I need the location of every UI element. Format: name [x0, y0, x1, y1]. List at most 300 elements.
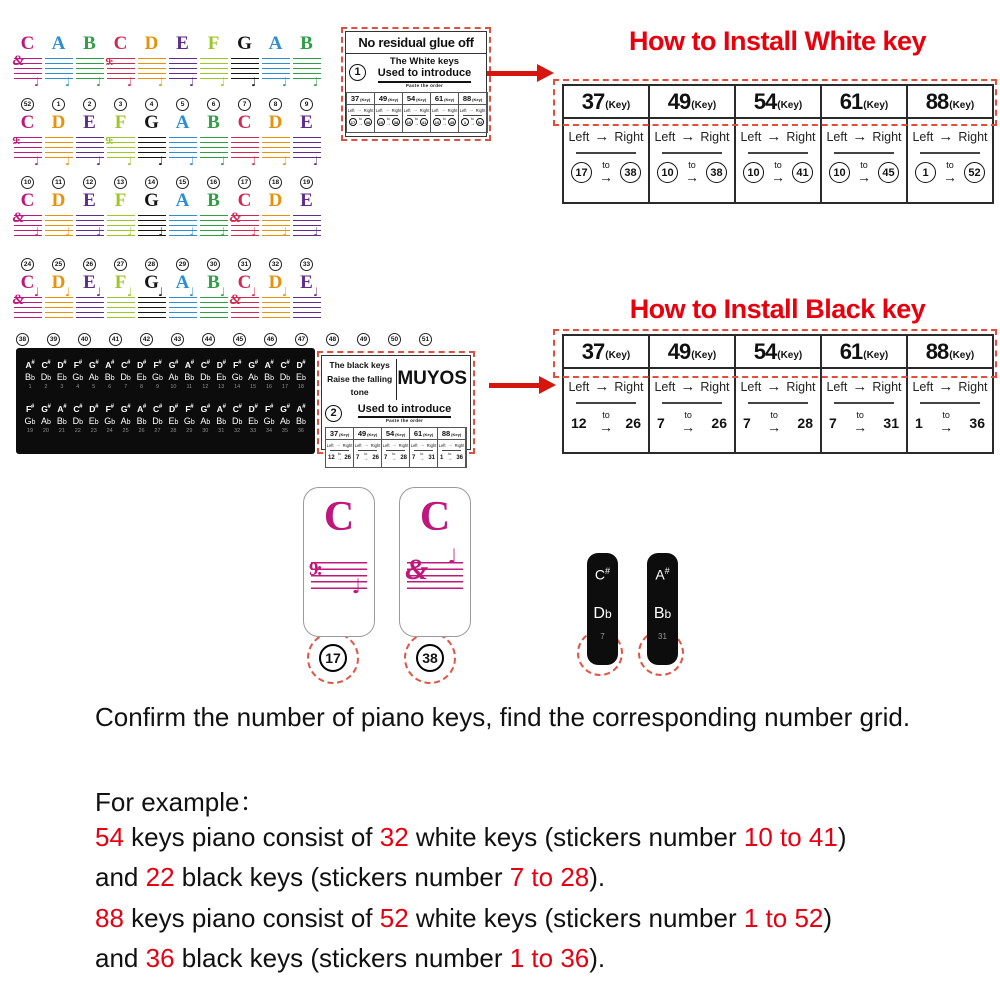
black-mini-grid — [325, 427, 467, 468]
sharp-label: F# — [233, 359, 242, 370]
arrow-icon: → — [391, 455, 397, 462]
right-arrow-icon: → — [594, 378, 610, 395]
note-letter: D — [51, 272, 66, 293]
sticker-number-badge: 26 — [83, 258, 96, 271]
to-label: to — [684, 410, 692, 420]
to-arrow — [391, 453, 396, 462]
white-sheet-cell — [43, 98, 74, 168]
install-cell — [375, 105, 402, 132]
black-sticker-cell — [134, 360, 150, 391]
white-sheet-cell — [43, 33, 74, 89]
sticker-range-row — [822, 411, 906, 434]
example-highlight: 22 — [145, 862, 175, 892]
sticker-number: 25 — [122, 428, 129, 435]
to-arrow — [414, 118, 419, 127]
right-arrow-icon: → — [335, 442, 341, 449]
black-sticker-cell — [22, 404, 38, 435]
sharp-label: D# — [137, 359, 146, 370]
black-sticker-cell — [277, 360, 293, 391]
divider-line — [920, 402, 980, 404]
install-cell — [403, 105, 430, 132]
note-icon: ♩ — [126, 225, 133, 239]
for-example-label: For example： — [95, 787, 266, 817]
key-count: 37 — [581, 88, 605, 114]
staff-lines — [231, 137, 259, 168]
note-letter: C — [20, 33, 35, 54]
sticker-number: 34 — [265, 428, 273, 435]
note-icon: ♩ — [281, 225, 288, 239]
sticker-number-badge: 16 — [207, 176, 220, 189]
range-end: 45 — [449, 119, 455, 125]
divider-line — [379, 115, 398, 116]
flat-label: Gb — [24, 416, 36, 427]
black-sticker-cell — [245, 404, 261, 435]
white-sheet-cell — [74, 176, 105, 239]
left-right-row — [650, 378, 734, 395]
range-end: 38 — [706, 162, 727, 183]
white-sheet-cell — [74, 258, 105, 318]
install-table-column — [822, 336, 908, 452]
divider-line — [576, 402, 636, 404]
sticker-range-row — [908, 161, 992, 184]
sticker-number: 29 — [186, 428, 193, 435]
black-install-table — [562, 334, 994, 454]
range-start: 7 — [657, 414, 665, 431]
staff-lines — [138, 215, 166, 239]
key-count: 54 — [385, 429, 395, 439]
flat-label: Db — [231, 416, 243, 427]
right-label: Right — [370, 442, 381, 448]
to-arrow — [681, 411, 695, 434]
note-letter: D — [51, 190, 66, 211]
note-icon: ♩ — [64, 75, 71, 89]
install-table-column — [347, 93, 375, 132]
left-label: Left — [347, 107, 355, 113]
sticker-number-badge: 45 — [233, 333, 246, 346]
right-arrow-icon: → — [852, 128, 868, 145]
note-icon: ♩ — [281, 285, 288, 299]
to-label: to — [415, 117, 418, 121]
to-label: to — [770, 410, 778, 420]
key-count-header — [736, 86, 820, 119]
key-count-header — [326, 428, 353, 440]
bass-clef-icon: 9: — [105, 56, 113, 68]
white-sheet-cell — [12, 98, 43, 168]
sharp-label: G# — [248, 359, 258, 370]
sticker-number-badge: 5 — [176, 98, 189, 111]
install-table-column — [736, 336, 822, 452]
key-count-header — [382, 428, 409, 440]
staff-lines — [169, 215, 197, 239]
to-label: to — [364, 452, 368, 457]
range-start: 7 — [829, 414, 837, 431]
note-letter: E — [83, 112, 96, 133]
key-count: 61 — [839, 88, 863, 114]
range-start: 1 — [461, 118, 469, 126]
note-icon: ♩ — [95, 75, 102, 89]
sticker-range-row — [403, 118, 430, 127]
white-sheet-row — [12, 33, 322, 89]
example-line-4 — [95, 943, 605, 974]
sticker-range-row — [908, 411, 992, 434]
sharp-label: F# — [185, 403, 194, 414]
divider-line — [386, 450, 405, 451]
right-arrow-icon: → — [766, 378, 782, 395]
sticker-number: 10 — [170, 384, 177, 391]
sharp-label: C# — [280, 359, 290, 370]
staff-lines — [169, 137, 197, 168]
staff-lines — [138, 137, 166, 168]
white-sheet-cell — [291, 176, 322, 239]
sticker-range-row — [382, 453, 409, 462]
key-count-header — [410, 428, 437, 440]
left-right-row — [908, 128, 992, 145]
flat-label: Bb — [295, 416, 306, 427]
sharp-label: D# — [216, 359, 226, 370]
range-start: 1 — [440, 454, 444, 461]
sticker-number-badge: 49 — [357, 333, 370, 346]
install-cell — [459, 105, 486, 132]
sticker-number-badge: 9 — [300, 98, 313, 111]
black-sticker-cell — [165, 360, 181, 391]
note-icon: ♩ — [219, 225, 226, 239]
flat-label: Db — [279, 372, 291, 383]
key-suffix: (Key) — [691, 349, 717, 361]
staff-lines — [76, 58, 104, 89]
to-arrow — [599, 411, 613, 434]
sticker-number-badge: 6 — [207, 98, 220, 111]
flat-label: Bb — [25, 372, 35, 383]
sharp-label: A# — [137, 403, 146, 414]
sticker-number: 12 — [202, 384, 209, 391]
install-cell — [347, 105, 374, 132]
staff-lines — [200, 137, 228, 168]
right-arrow-icon: → — [363, 442, 369, 449]
flat-label: Gb — [231, 372, 243, 383]
sharp-label: D# — [168, 403, 178, 414]
left-right-row — [822, 378, 906, 395]
divider-line — [834, 402, 894, 404]
right-label: Right — [700, 379, 730, 394]
to-label: to — [602, 160, 610, 170]
flat-label: Eb — [216, 372, 227, 383]
to-label: to — [387, 117, 390, 121]
arrow-icon: → — [685, 169, 699, 185]
sticker-range-row — [431, 118, 458, 127]
sticker-number: 30 — [202, 428, 209, 435]
example-text: ) — [823, 903, 833, 933]
note-icon: ♩ — [33, 75, 40, 89]
install-table-column — [564, 336, 650, 452]
black-sticker-cell — [102, 360, 118, 391]
sticker-number-badge: 52 — [21, 98, 34, 111]
key-count: 49 — [667, 338, 691, 364]
arrow-icon: → — [419, 455, 425, 462]
sticker-number-highlight — [307, 632, 359, 684]
sharp-label: G# — [120, 403, 131, 414]
note-letter: B — [207, 272, 220, 293]
arrow-icon: → — [853, 419, 868, 435]
left-label: Left — [438, 442, 446, 448]
example-highlight: 1 to 52 — [743, 903, 824, 933]
flat-label: Ab — [248, 372, 259, 383]
example-highlight: 32 — [379, 822, 409, 852]
sticker-range-row — [459, 118, 486, 127]
white-sheet-cell — [105, 98, 136, 168]
note-letter: D — [144, 33, 159, 54]
left-right-row — [564, 378, 648, 395]
note-icon: ♩ — [219, 75, 226, 89]
flat-label: Bb — [136, 416, 147, 427]
divider-line — [414, 450, 433, 451]
sharp-label: A# — [25, 359, 35, 370]
left-right-row — [438, 442, 465, 448]
sticker-range-row — [438, 453, 465, 462]
key-count-header — [650, 336, 734, 369]
sticker-number-badge: 50 — [388, 333, 401, 346]
white-sheet-cell — [136, 33, 167, 89]
sticker-number: 13 — [218, 384, 225, 391]
to-arrow — [685, 161, 699, 184]
white-sheet-cell — [167, 258, 198, 318]
left-right-row — [431, 107, 458, 113]
right-arrow-icon: → — [938, 128, 954, 145]
white-sheet-cell — [291, 98, 322, 168]
left-label: Left — [912, 379, 934, 394]
note-icon: ♩ — [157, 285, 164, 299]
staff-lines — [105, 56, 135, 89]
note-letter: C — [237, 272, 252, 293]
black-keys-labels — [325, 359, 397, 400]
sticker-number-badge: 27 — [114, 258, 127, 271]
to-arrow — [419, 453, 424, 462]
right-label: Right — [363, 107, 374, 113]
sticker-number: 4 — [76, 384, 80, 391]
sharp-label: G# — [280, 403, 290, 414]
install-table-column — [650, 86, 736, 202]
black-sticker-sample-asharp — [647, 553, 678, 665]
install-cell — [908, 369, 992, 452]
confirm-caption: Confirm the number of piano keys, find the corresponding number grid. — [95, 702, 911, 732]
black-sticker-cell — [86, 404, 102, 435]
black-sticker-cell — [213, 404, 229, 435]
install-table-column — [908, 86, 992, 202]
right-label: Right — [454, 442, 465, 448]
black-sticker-cell — [229, 404, 245, 435]
sticker-number-badge: 46 — [264, 333, 277, 346]
note-icon: ♩ — [64, 154, 71, 168]
right-label: Right — [614, 379, 644, 394]
note-icon: ♩ — [312, 285, 319, 299]
sticker-number: 26 — [138, 428, 145, 435]
install-table-column — [459, 93, 487, 132]
note-letter: F — [207, 33, 220, 54]
sticker-range-row — [410, 453, 437, 462]
white-sheet-cell — [167, 33, 198, 89]
note-icon: ♩ — [188, 154, 195, 168]
install-white-title: How to Install White key — [628, 26, 927, 56]
sticker-number-badge: 31 — [238, 258, 251, 271]
to-label: to — [443, 117, 446, 121]
sticker-range-row — [650, 161, 734, 184]
treble-clef-icon: & — [229, 292, 242, 308]
range-end: 26 — [625, 414, 641, 431]
muyos-logo: MUYOS — [397, 368, 467, 390]
white-sheet-cell — [198, 98, 229, 168]
range-end: 26 — [711, 414, 727, 431]
note-letter: G — [144, 190, 159, 211]
install-table-column — [403, 93, 431, 132]
sharp-label: C# — [200, 359, 210, 370]
divider-line — [435, 115, 454, 116]
sticker-number-badge: 19 — [300, 176, 313, 189]
note-letter: D — [268, 272, 283, 293]
key-suffix: (Key) — [605, 349, 631, 361]
note-icon: ♩ — [312, 225, 319, 239]
left-right-row — [354, 442, 381, 448]
sticker-range-row — [736, 411, 820, 434]
example-text: ). — [589, 943, 606, 973]
key-count: 54 — [753, 88, 777, 114]
note-letter: G — [144, 112, 159, 133]
to-label: to — [420, 452, 424, 457]
right-arrow-icon: → — [419, 442, 425, 449]
staff-lines — [200, 215, 228, 239]
white-sheet-cell — [260, 258, 291, 318]
left-right-row — [403, 107, 430, 113]
key-suffix: (Key) — [949, 349, 975, 361]
divider-line — [358, 450, 377, 451]
left-right-row — [908, 378, 992, 395]
black-sticker-cell — [118, 404, 134, 435]
to-label: to — [774, 160, 782, 170]
note-letter: B — [83, 33, 96, 54]
note-letter: A — [175, 272, 190, 293]
key-suffix: (Key) — [863, 99, 889, 111]
staff-lines — [45, 137, 73, 168]
arrow-icon: → — [442, 120, 447, 127]
note-letter: B — [207, 112, 220, 133]
install-table-column — [326, 428, 354, 467]
note-letter: C — [20, 272, 35, 293]
sticker-number: 23 — [90, 428, 97, 435]
sticker-range-row — [326, 453, 353, 462]
white-sheet-cell — [198, 176, 229, 239]
note-icon: ♩ — [33, 154, 40, 168]
to-arrow — [857, 161, 871, 184]
key-count-header — [403, 93, 430, 105]
sharp-label: G# — [200, 403, 210, 414]
sticker-number-badge: 24 — [21, 258, 34, 271]
sharp-label: C# — [121, 359, 131, 370]
white-sheet-cell — [43, 258, 74, 318]
to-arrow — [363, 453, 368, 462]
sharp-label: C# — [41, 359, 51, 370]
sharp-label: C# — [73, 403, 83, 414]
right-label: Right — [391, 107, 402, 113]
staff-lines — [45, 58, 73, 89]
note-letter: E — [300, 272, 313, 293]
key-count: 49 — [378, 94, 388, 103]
white-sheet-cell — [136, 258, 167, 318]
divider-line — [576, 152, 636, 154]
staff-lines — [200, 58, 228, 89]
sharp-label: D# — [89, 403, 99, 414]
note-letter: D — [268, 190, 283, 211]
right-arrow-icon: → — [680, 128, 696, 145]
to-label: to — [602, 410, 610, 420]
note-icon: ♩ — [219, 285, 226, 299]
to-label: to — [471, 117, 474, 121]
key-suffix: (Key) — [367, 432, 378, 438]
key-count-header — [650, 86, 734, 119]
arrow-shaft — [489, 383, 539, 388]
arrow-icon: → — [447, 455, 453, 462]
arrow-icon: → — [771, 169, 785, 185]
key-count-header — [431, 93, 458, 105]
sticker-number-badge: 3 — [114, 98, 127, 111]
install-cell — [908, 119, 992, 202]
sharp-label: A# — [296, 403, 306, 414]
sticker-number: 8 — [140, 384, 144, 391]
sticker-number-badge: 42 — [140, 333, 153, 346]
left-label: Left — [740, 379, 762, 394]
black-sticker-cell — [54, 404, 70, 435]
staff-lines — [262, 137, 290, 168]
key-suffix: (Key) — [360, 97, 371, 102]
sharp-label: F# — [265, 403, 273, 414]
note-icon: ♩ — [447, 544, 457, 568]
install-cell — [822, 369, 906, 452]
sticker-number: 3 — [60, 384, 64, 391]
right-label: Right — [786, 129, 816, 144]
black-sticker-cell — [118, 360, 134, 391]
sticker-number-badge: 40 — [78, 333, 91, 346]
black-sticker-cell — [54, 360, 70, 391]
step-texts — [366, 56, 483, 88]
black-keys-intro-inner — [321, 355, 471, 462]
note-letter: A — [268, 33, 283, 54]
key-count: 61 — [413, 429, 423, 439]
divider-line — [407, 115, 426, 116]
example-highlight: 52 — [379, 903, 409, 933]
note-letter: G — [144, 272, 159, 293]
sharp-label: A# — [184, 359, 194, 370]
install-cell — [564, 369, 648, 452]
flat-label: Gb — [72, 372, 84, 383]
left-right-row — [347, 107, 374, 113]
flat-label: Bb — [216, 416, 227, 427]
right-arrow-icon: → — [766, 128, 782, 145]
note-icon: ♩ — [33, 225, 40, 239]
sticker-number-badge: 33 — [300, 258, 313, 271]
sticker-range-row — [354, 453, 381, 462]
left-label: Left — [354, 442, 362, 448]
example-text: black keys (stickers number — [174, 943, 510, 973]
sharp-label: F# — [153, 359, 162, 370]
left-right-row — [564, 128, 648, 145]
white-sheet-row — [12, 258, 322, 318]
sticker-number: 31 — [218, 428, 225, 435]
flat-label: Bb — [56, 416, 67, 427]
example-text: keys piano consist of — [123, 903, 380, 933]
key-count: 49 — [667, 88, 691, 114]
range-start: 10 — [743, 162, 764, 183]
range-end: 31 — [883, 414, 899, 431]
no-residual-glue-headline: No residual glue off — [358, 35, 474, 50]
note-letter: D — [268, 112, 283, 133]
key-suffix: (Key) — [416, 97, 427, 102]
